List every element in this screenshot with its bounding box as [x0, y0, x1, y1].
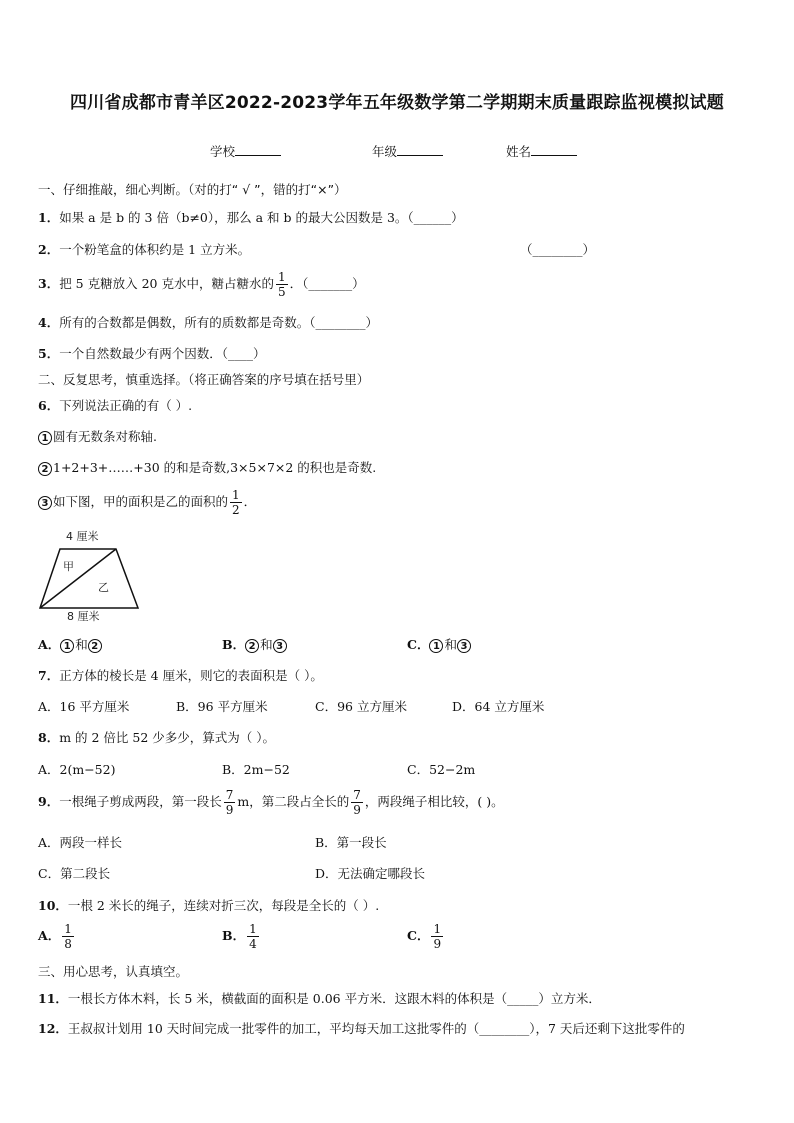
- grade-field[interactable]: [372, 142, 443, 160]
- question-6-text: 下列说法正确的有（ ）.: [59, 398, 193, 413]
- question-3: [38, 270, 365, 299]
- fraction-denominator: 4: [249, 937, 257, 951]
- statement-3-end: ．: [243, 494, 257, 509]
- circled-number-3: 3: [457, 639, 471, 653]
- question-12: [38, 1019, 685, 1037]
- fraction-denominator: 9: [225, 803, 234, 817]
- statement-2-text: 1+2+3+……+30 的和是奇数,3×5×7×2 的积也是奇数.: [53, 460, 377, 475]
- circled-number-2: 2: [88, 639, 102, 653]
- statement-1-text: 圆有无数条对称轴.: [53, 429, 157, 444]
- question-4: [38, 313, 378, 331]
- fraction-denominator: 5: [277, 285, 286, 299]
- section-1-heading: 一、仔细推敲，细心判断。（对的打“ √ ”，错的打“×”）: [38, 182, 347, 197]
- question-6-option-a[interactable]: [38, 635, 103, 653]
- circled-number-1: 1: [38, 431, 52, 445]
- question-2-answer-blank[interactable]: （________）: [520, 242, 596, 257]
- fraction-numerator: 1: [433, 922, 442, 936]
- fraction-numerator: 1: [64, 922, 72, 936]
- school-blank[interactable]: [235, 143, 281, 156]
- page-title: 四川省成都市青羊区2022-2023学年五年级数学第二学期期末质量跟踪监视模拟试题: [70, 93, 724, 113]
- question-4-number: 4．: [38, 315, 60, 330]
- question-9-text-start: 一根绳子剪成两段，第一段长: [59, 794, 222, 809]
- question-7-option-c[interactable]: C．96 立方厘米: [315, 699, 407, 714]
- school-field[interactable]: [210, 142, 281, 160]
- question-8-option-b[interactable]: B．2m−52: [222, 762, 290, 777]
- grade-label: 年级: [372, 144, 398, 159]
- question-12-text: 王叔叔计划用 10 天时间完成一批零件的加工，平均每天加工这批零件的（________），7 天后还剩下这批零件的: [67, 1021, 685, 1036]
- question-10-option-b[interactable]: [222, 922, 261, 951]
- option-fraction: [247, 922, 259, 951]
- question-2-text: 一个粉笔盒的体积约是 1 立方米。: [59, 242, 251, 257]
- question-4-text: 所有的合数都是偶数，所有的质数都是奇数。（________）: [59, 315, 378, 330]
- fraction-denominator: 9: [433, 937, 442, 951]
- statement-3-fraction: [230, 488, 242, 517]
- fraction-numerator: 1: [277, 270, 286, 284]
- fraction-numerator: 7: [353, 788, 361, 802]
- statement-3: [38, 488, 256, 517]
- question-6-number: 6．: [38, 398, 60, 413]
- question-9-option-d[interactable]: D．无法确定哪段长: [315, 866, 426, 881]
- region-jia-label: 甲: [63, 560, 74, 573]
- question-3-answer-blank[interactable]: ．（_______）: [289, 276, 365, 291]
- circled-number-1: 1: [429, 639, 443, 653]
- question-3-fraction: [276, 270, 288, 299]
- section-2-heading: 二、反复思考，慎重选择。（将正确答案的序号填在括号里）: [38, 372, 370, 387]
- option-letter: B．: [222, 637, 246, 652]
- question-9-option-a[interactable]: A．两段一样长: [38, 835, 123, 850]
- section-3-heading: 三、用心思考，认真填空。: [38, 964, 189, 979]
- option-letter: C．: [407, 637, 430, 652]
- question-8-option-a[interactable]: A．2(m−52): [38, 762, 116, 777]
- question-8-text: m 的 2 倍比 52 少多少，算式为（ ）。: [59, 730, 276, 745]
- question-7-text: 正方体的棱长是 4 厘米，则它的表面积是（ ）。: [59, 668, 323, 683]
- question-10-option-c[interactable]: [407, 922, 445, 951]
- question-1: [38, 208, 464, 226]
- top-length-label: 4 厘米: [66, 530, 99, 543]
- circled-number-2: 2: [38, 462, 52, 476]
- question-9-number: 9．: [38, 794, 60, 809]
- question-9: [38, 788, 504, 817]
- trapezoid-outline: [40, 549, 138, 608]
- question-3-text: 把 5 克糖放入 20 克水中，糖占糖水的: [59, 276, 274, 291]
- fraction-numerator: 7: [225, 788, 234, 802]
- grade-blank[interactable]: [397, 143, 443, 156]
- question-11-number: 11．: [38, 991, 68, 1006]
- question-7-option-d[interactable]: D．64 立方厘米: [452, 699, 545, 714]
- question-9-option-c[interactable]: C．第二段长: [38, 866, 111, 881]
- circled-number-3: 3: [38, 496, 52, 510]
- question-7-option-a[interactable]: A．16 平方厘米: [38, 699, 130, 714]
- circled-number-2: 2: [245, 639, 259, 653]
- name-blank[interactable]: [531, 143, 577, 156]
- fraction-denominator: 2: [232, 503, 240, 517]
- trapezoid-figure: [36, 528, 148, 624]
- question-6-option-c[interactable]: [407, 635, 472, 653]
- option-join: 和: [75, 637, 88, 652]
- question-9-text-middle: m，第二段占全长的: [237, 794, 350, 809]
- school-label: 学校: [210, 144, 236, 159]
- question-9-fraction-1: [224, 788, 236, 817]
- option-letter: A．: [38, 637, 61, 652]
- fraction-numerator: 1: [232, 488, 240, 502]
- question-1-text: 如果 a 是 b 的 3 倍（b≠0），那么 a 和 b 的最大公因数是 3。（______）: [59, 210, 464, 225]
- fraction-denominator: 9: [353, 803, 361, 817]
- question-3-number: 3．: [38, 276, 60, 291]
- region-yi-label: 乙: [98, 581, 109, 594]
- question-9-text-end: ，两段绳子相比较，( )。: [364, 794, 504, 809]
- circled-number-1: 1: [60, 639, 74, 653]
- question-7-number: 7．: [38, 668, 60, 683]
- option-fraction: [431, 922, 443, 951]
- statement-2: [38, 458, 376, 476]
- question-8-number: 8．: [38, 730, 60, 745]
- question-7-option-b[interactable]: B．96 平方厘米: [176, 699, 268, 714]
- question-8-option-c[interactable]: C．52−2m: [407, 762, 476, 777]
- question-11: [38, 989, 601, 1007]
- question-11-text: 一根长方体木料，长 5 米，横截面的面积是 0.06 平方米．这跟木料的体积是（_____）立方米．: [67, 991, 601, 1006]
- question-5-text: 一个自然数最少有两个因数．（____）: [59, 346, 266, 361]
- question-2: [38, 240, 250, 258]
- fraction-numerator: 1: [249, 922, 257, 936]
- statement-1: [38, 427, 157, 445]
- question-10-option-a[interactable]: [38, 922, 76, 951]
- question-10-number: 10．: [38, 898, 68, 913]
- question-2-number: 2．: [38, 242, 60, 257]
- name-label: 姓名: [506, 144, 532, 159]
- option-letter: A．: [38, 928, 61, 943]
- bottom-length-label: 8 厘米: [67, 610, 100, 623]
- question-5: [38, 344, 265, 362]
- question-10: [38, 896, 379, 914]
- question-9-fraction-2: [351, 788, 363, 817]
- question-5-number: 5．: [38, 346, 60, 361]
- statement-3-text: 如下图，甲的面积是乙的面积的: [53, 494, 229, 509]
- question-6: [38, 396, 192, 414]
- question-10-text: 一根 2 米长的绳子，连续对折三次，每段是全长的（ ）.: [67, 898, 380, 913]
- question-9-option-b[interactable]: B．第一段长: [315, 835, 387, 850]
- question-7: [38, 666, 323, 684]
- question-12-number: 12．: [38, 1021, 68, 1036]
- circled-number-3: 3: [273, 639, 287, 653]
- option-letter: C．: [407, 928, 430, 943]
- option-join: 和: [444, 637, 457, 652]
- option-letter: B．: [222, 928, 246, 943]
- question-6-option-b[interactable]: [222, 635, 288, 653]
- question-8: [38, 728, 275, 746]
- option-join: 和: [260, 637, 273, 652]
- name-field[interactable]: [506, 142, 577, 160]
- option-fraction: [62, 922, 74, 951]
- question-1-number: 1．: [38, 210, 60, 225]
- fraction-denominator: 8: [64, 937, 72, 951]
